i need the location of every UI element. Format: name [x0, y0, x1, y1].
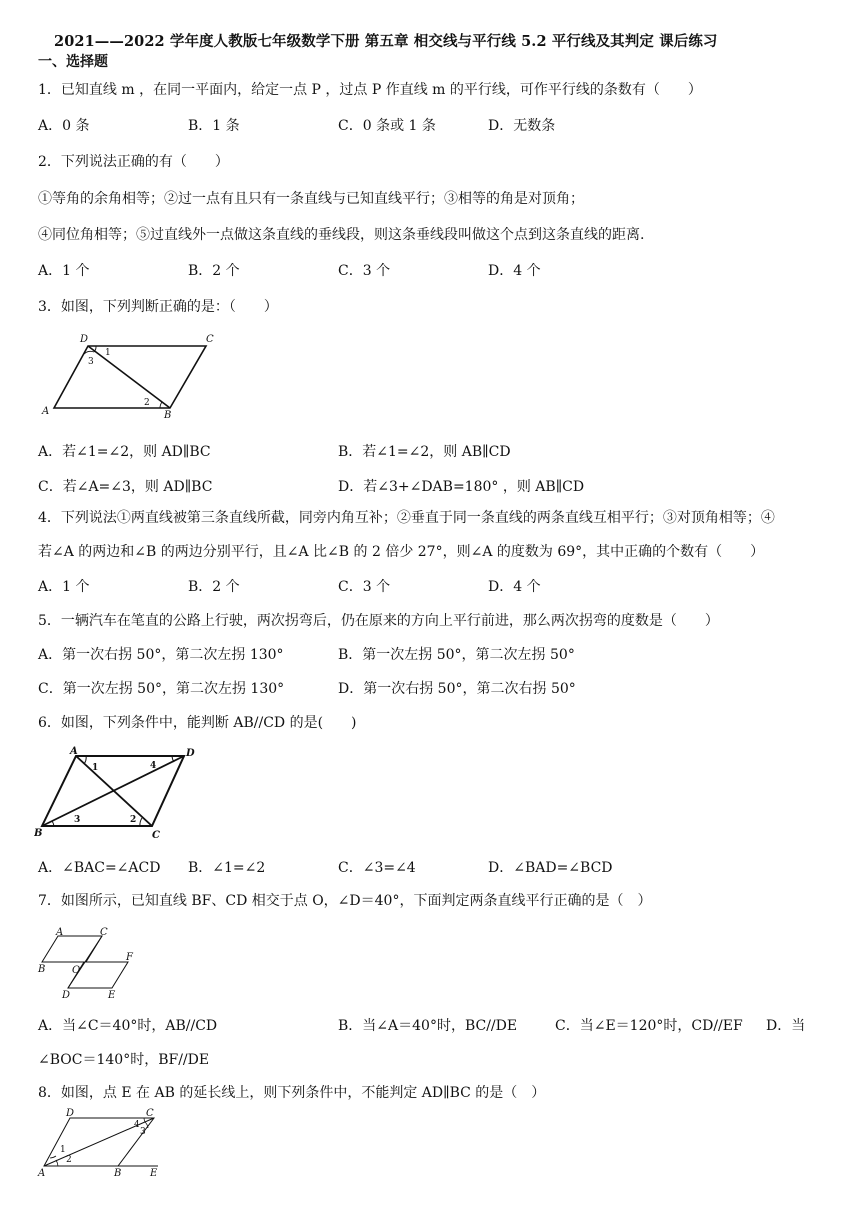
question-2-option-c: C．3 个: [338, 263, 391, 279]
fig3-angle-3: 3: [88, 357, 94, 367]
question-5-option-c: C．第一次左拐 50°，第二次左拐 130°: [38, 681, 285, 697]
question-3-option-b: B．若∠1=∠2，则 AB∥CD: [338, 444, 511, 460]
question-1-option-c: C．0 条或 1 条: [338, 118, 436, 134]
question-2-statements-1: ①等角的余角相等；②过一点有且只有一条直线与已知直线平行；③相等的角是对顶角；: [38, 191, 584, 207]
fig6-label-d: D: [186, 748, 195, 759]
fig7-label-e: E: [108, 990, 116, 1001]
question-2-statements-2: ④同位角相等；⑤过直线外一点做这条直线的垂线段，则这条垂线段叫做这个点到这条直线的距离.: [38, 227, 645, 243]
fig3-label-a: A: [42, 406, 50, 417]
fig6-label-b: B: [34, 828, 43, 839]
question-7-option-b: B．当∠A＝40°时，BC//DE: [338, 1018, 518, 1034]
question-4-option-d: D．4 个: [488, 579, 541, 595]
fig7-label-f: F: [126, 952, 133, 963]
question-6-stem: 6．如图，下列条件中，能判断 AB//CD 的是( ): [38, 715, 357, 731]
fig3-angle-1: 1: [105, 348, 111, 358]
question-7-option-a: A．当∠C＝40°时，AB//CD: [38, 1018, 218, 1034]
section-heading: 一、选择题: [38, 54, 108, 70]
fig3-label-b: B: [164, 410, 172, 420]
question-3-option-d: D．若∠3+∠DAB=180° ，则 AB∥CD: [338, 479, 585, 495]
question-5-option-b: B．第一次左拐 50°，第二次左拐 50°: [338, 647, 575, 663]
fig8-angle-3: 3: [140, 1127, 146, 1137]
fig8-label-a: A: [38, 1168, 46, 1178]
fig8-label-b: B: [114, 1168, 122, 1178]
question-4-option-c: C．3 个: [338, 579, 391, 595]
fig7-label-c: C: [100, 927, 108, 938]
question-8-figure: [34, 1108, 164, 1178]
question-3-stem: 3．如图，下列判断正确的是：（ ）: [38, 299, 278, 315]
question-6-option-b: B．∠1=∠2: [188, 860, 266, 876]
question-6-option-c: C．∠3=∠4: [338, 860, 416, 876]
question-7-figure: [36, 926, 146, 1002]
question-8-stem: 8．如图，点 E 在 AB 的延长线上，则下列条件中，不能判定 AD∥BC 的是（ ）: [38, 1085, 546, 1101]
question-4-stem-1: 4．下列说法①两直线被第三条直线所截，同旁内角互补；②垂直于同一条直线的两条直线互相平行；③对顶角相等；④: [38, 510, 775, 526]
fig6-angle-2: 2: [130, 815, 137, 825]
fig7-label-o: O: [72, 965, 81, 976]
fig6-angle-3: 3: [74, 815, 81, 825]
question-7-option-c: C．当∠E＝120°时，CD//EF: [555, 1018, 743, 1034]
question-7-option-d-continued: ∠BOC＝140°时，BF//DE: [38, 1052, 210, 1068]
question-6-figure: [34, 744, 200, 840]
question-2-stem: 2．下列说法正确的有（ ）: [38, 154, 229, 170]
question-4-option-b: B．2 个: [188, 579, 240, 595]
question-7-stem: 7．如图所示，已知直线 BF、CD 相交于点 O，∠D＝40°，下面判定两条直线平行正确的是（ ）: [38, 893, 652, 909]
fig7-label-b: B: [38, 964, 46, 975]
question-1-option-b: B．1 条: [188, 118, 240, 134]
question-2-option-a: A．1 个: [38, 263, 90, 279]
fig8-angle-2: 2: [66, 1155, 72, 1165]
question-6-option-d: D．∠BAD=∠BCD: [488, 860, 613, 876]
fig3-label-d: D: [80, 334, 89, 345]
fig8-angle-4: 4: [134, 1120, 140, 1130]
question-2-option-b: B．2 个: [188, 263, 240, 279]
question-1-option-d: D．无数条: [488, 118, 556, 134]
question-3-option-c: C．若∠A=∠3，则 AD∥BC: [38, 479, 213, 495]
fig8-label-e: E: [150, 1168, 158, 1178]
question-3-option-a: A．若∠1=∠2，则 AD∥BC: [38, 444, 211, 460]
fig3-angle-2: 2: [144, 398, 150, 408]
question-6-option-a: A．∠BAC=∠ACD: [38, 860, 161, 876]
fig6-label-a: A: [70, 746, 78, 757]
fig8-label-c: C: [146, 1108, 154, 1119]
fig6-angle-1: 1: [92, 763, 99, 773]
question-1-option-a: A．0 条: [38, 118, 90, 134]
question-7-option-d: D．当: [766, 1018, 806, 1034]
question-2-option-d: D．4 个: [488, 263, 541, 279]
question-4-option-a: A．1 个: [38, 579, 90, 595]
question-1-stem: 1．已知直线 m ，在同一平面内，给定一点 P ，过点 P 作直线 m 的平行线，可作平行线的条数有（ ）: [38, 82, 702, 98]
fig8-angle-1: 1: [60, 1145, 66, 1155]
fig7-label-a: A: [56, 927, 64, 938]
fig3-label-c: C: [206, 334, 214, 345]
fig7-label-d: D: [62, 990, 71, 1001]
question-3-figure: [38, 328, 228, 420]
question-5-option-a: A．第一次右拐 50°，第二次左拐 130°: [38, 647, 284, 663]
question-5-stem: 5．一辆汽车在笔直的公路上行驶，两次拐弯后，仍在原来的方向上平行前进，那么两次拐弯的度数是（ ）: [38, 613, 719, 629]
page-title: 2021——2022 学年度人教版七年级数学下册 第五章 相交线与平行线 5.2 平行线及其判定 课后练习: [54, 33, 718, 50]
fig8-label-d: D: [66, 1108, 75, 1119]
question-4-stem-2: 若∠A 的两边和∠B 的两边分别平行，且∠A 比∠B 的 2 倍少 27°，则∠A 的度数为 69°，其中正确的个数有（ ）: [38, 544, 765, 560]
fig6-label-c: C: [152, 830, 160, 840]
question-5-option-d: D．第一次右拐 50°，第二次右拐 50°: [338, 681, 576, 697]
fig6-angle-4: 4: [150, 761, 157, 771]
